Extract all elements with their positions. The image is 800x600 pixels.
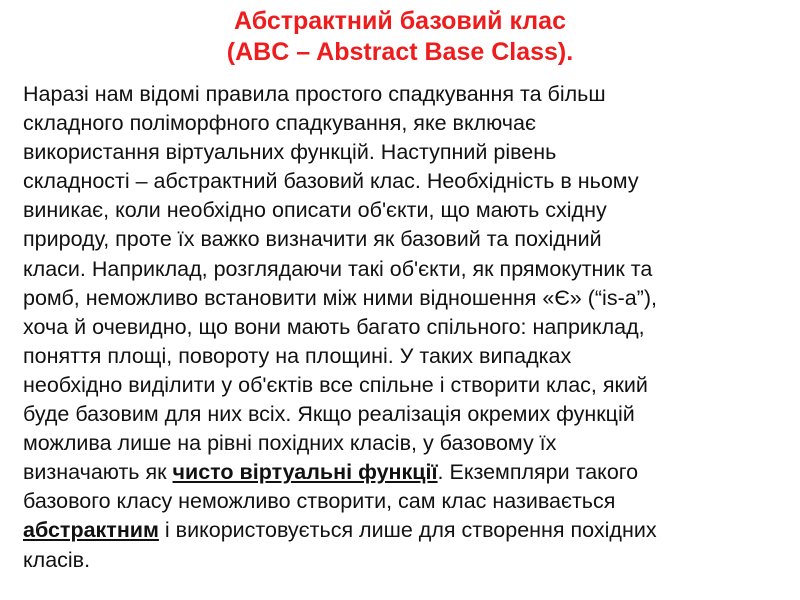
line-text: . Екземпляри такого: [437, 460, 639, 485]
paragraph-line: виникає, коли необхідно описати об'єкти, що мають східну: [23, 198, 607, 223]
paragraph-line: буде базовим для них всіх. Якщо реалізація окремих функцій: [23, 402, 635, 427]
pure-virtual-functions-term: чисто віртуальні функції: [172, 460, 438, 485]
paragraph-line: [23, 516, 783, 545]
paragraph-line: [23, 458, 783, 487]
body-paragraph: [23, 80, 783, 575]
paragraph-line: класів.: [23, 547, 91, 572]
title-line-1: Абстрактний базовий клас: [234, 7, 566, 35]
paragraph-line: складності – абстрактний базовий клас. Необхідність в ньому: [23, 169, 639, 194]
paragraph-line: використання віртуальних функцій. Наступний рівень: [23, 140, 557, 165]
paragraph-line: складного поліморфного спадкування, яке включає: [23, 111, 536, 136]
paragraph-line: можлива лише на рівні похідних класів, у базовому їх: [23, 431, 557, 456]
paragraph-line: хоча й очевидно, що вони мають багато спільного: наприклад,: [23, 314, 645, 339]
paragraph-line: необхідно виділити у об'єктів все спільне і створити клас, який: [23, 372, 648, 397]
slide-title: [0, 6, 800, 68]
title-line-2: (ABC – Abstract Base Class).: [226, 38, 574, 66]
paragraph-line: класи. Наприклад, розглядаючи такі об'єкти, як прямокутник та: [23, 256, 653, 281]
line-text: визначають як: [23, 460, 173, 485]
paragraph-line: природу, проте їх важко визначити як базовий та похідний: [23, 227, 602, 252]
paragraph-line: поняття площі, повороту на площині. У таких випадках: [23, 343, 572, 368]
paragraph-line: Наразі нам відомі правила простого спадкування та більш: [23, 82, 606, 106]
paragraph-line: ромб, неможливо встановити між ними відношення «Є» (“is-a”),: [23, 285, 657, 310]
abstract-term: абстрактним: [23, 518, 159, 543]
line-text: і використовується лише для створення похідних: [158, 518, 657, 543]
paragraph-line: базового класу неможливо створити, сам клас називається: [23, 489, 616, 514]
